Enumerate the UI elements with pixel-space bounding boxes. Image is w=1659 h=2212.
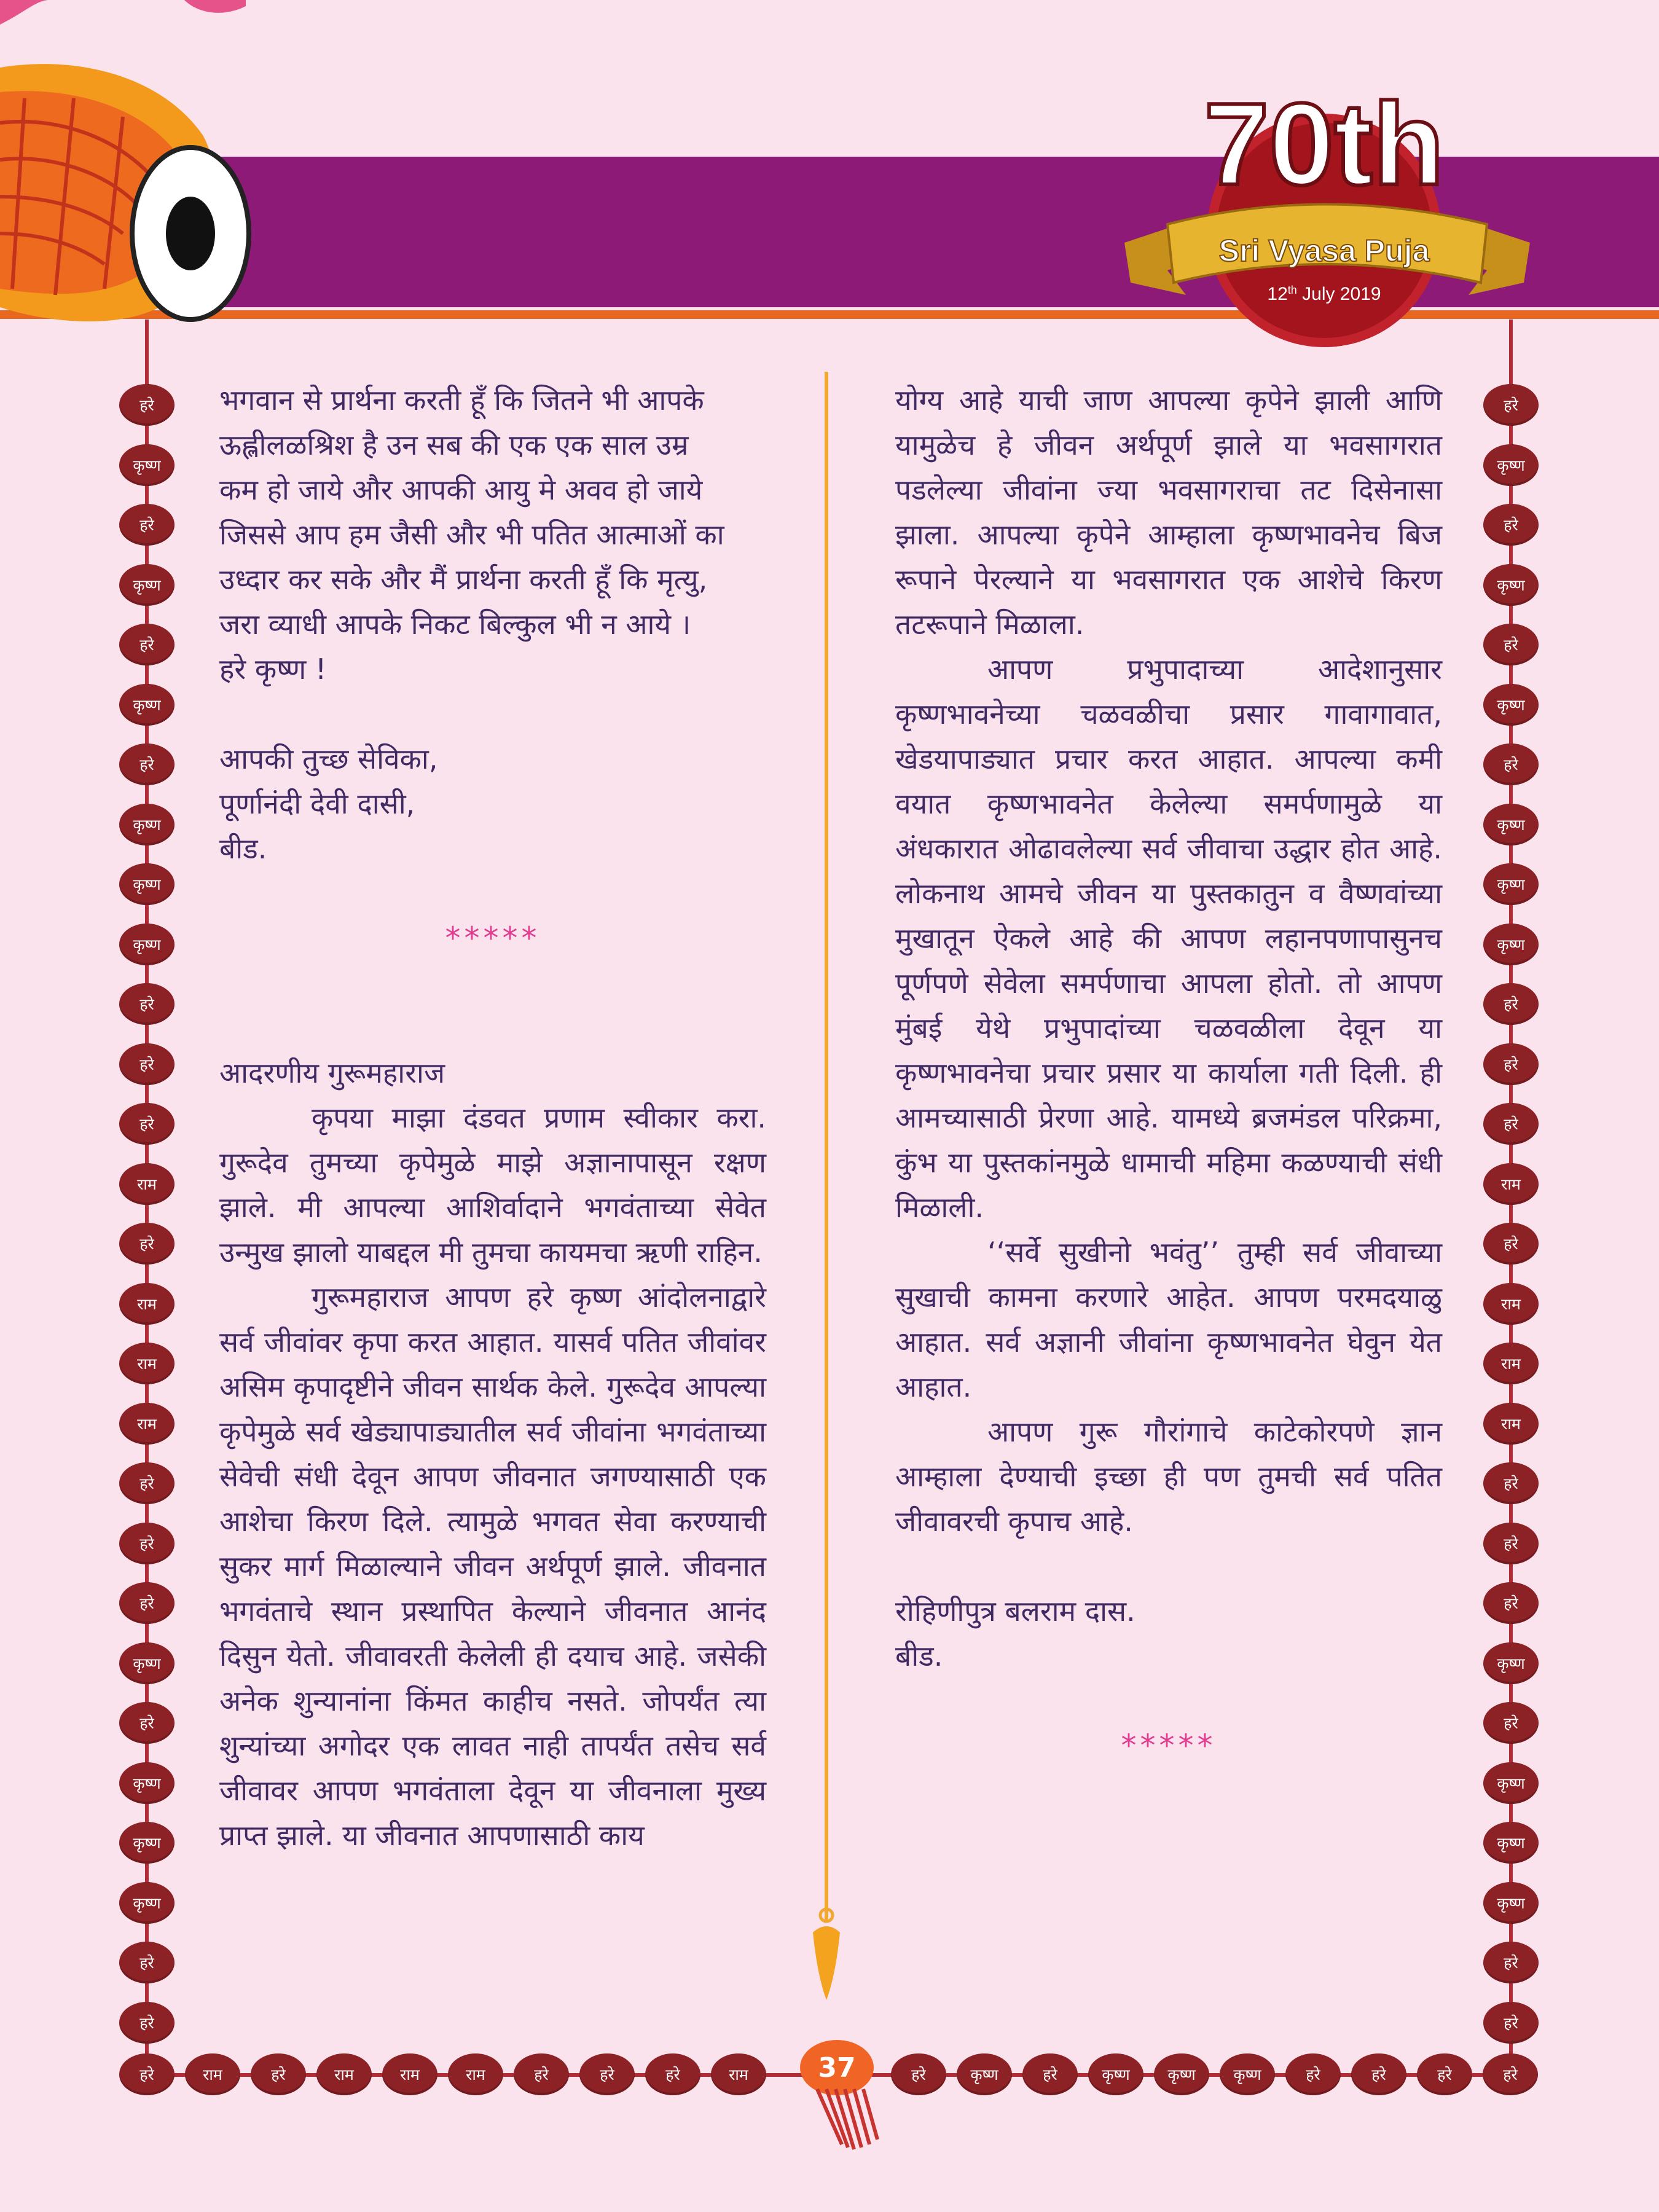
bead-right: हरे bbox=[1483, 1942, 1539, 1983]
bead-bottom-right: हरे bbox=[1351, 2053, 1406, 2095]
bead-left: हरे bbox=[119, 1462, 175, 1504]
paragraph: आपण प्रभुपादाच्या आदेशानुसार कृष्णभावनेच्या चळवळीचा प्रसार गावागावात, खेडयापाड्यात प्रचार करत आहात. आपल्या कमी वयात कृष्णभावनेत केलेल्या समर्पणामुळे या अंधकारात ओढावलेल्या सर्व जीवाचा उद्धार होत आहे. लोकनाथ आमचे जीवन या पुस्तकातुन व वैष्णवांच्या मुखातून ऐकले आहे की आपण लहानपणापासुनच पूर्णपणे सेवेला समर्पणाचा आपला होतो. तो आपण मुंबई येथे प्रभुपादांच्या चळवळीला देवून या कृष्णभावनेचा प्रचार प्रसार या कार्याला गती दिली. ही आमच्यासाठी प्रेरणा आहे. यामध्ये ब्रजमंडल परिक्रमा, कुंभ या पुस्तकांनमुळे धामाची महिमा कळण्याची संधी मिळाली. bbox=[895, 653, 1443, 1224]
bead-right: कृष्ण bbox=[1483, 804, 1539, 845]
bead-right: कृष्ण bbox=[1483, 1882, 1539, 1924]
bead-left: हरे bbox=[119, 743, 175, 785]
bead-bottom-left: हरे bbox=[251, 2053, 306, 2095]
bead-bottom-right: कृष्ण bbox=[1154, 2053, 1209, 2095]
bead-bottom-right: हरे bbox=[891, 2053, 946, 2095]
bead-left: कृष्ण bbox=[119, 444, 175, 486]
separator-stars: ***** bbox=[445, 920, 541, 956]
bead-right: कृष्ण bbox=[1483, 1642, 1539, 1684]
right-column bbox=[895, 378, 1442, 1768]
bead-bottom-right: कृष्ण bbox=[1220, 2053, 1275, 2095]
bead-right: हरे bbox=[1483, 1043, 1539, 1085]
bead-bottom-left: हरे bbox=[579, 2053, 635, 2095]
page-number: 37 bbox=[800, 2040, 874, 2095]
bead-right: हरे bbox=[1483, 504, 1539, 546]
prayer-line: जिससे आप हम जैसी और भी पतित आत्माओं का bbox=[219, 518, 724, 551]
bead-left: राम bbox=[119, 1283, 175, 1325]
signature-line: बीड. bbox=[895, 1639, 943, 1673]
salutation: आदरणीय गुरूमहाराज bbox=[219, 1056, 445, 1089]
bead-right: हरे bbox=[1483, 1523, 1539, 1564]
bead-bottom-left: राम bbox=[448, 2053, 503, 2095]
bead-right: हरे bbox=[1483, 384, 1539, 426]
bead-left: हरे bbox=[119, 384, 175, 426]
bead-right: हरे bbox=[1483, 1582, 1539, 1624]
bead-left: हरे bbox=[119, 1582, 175, 1624]
bead-right: कृष्ण bbox=[1483, 863, 1539, 905]
bead-right: राम bbox=[1483, 1403, 1539, 1445]
bead-bottom-left: राम bbox=[185, 2053, 240, 2095]
bead-right: कृष्ण bbox=[1483, 924, 1539, 965]
bead-right: हरे bbox=[1483, 983, 1539, 1025]
bead-left: हरे bbox=[119, 1523, 175, 1564]
prayer-line: उध्दार कर सके और मैं प्रार्थना करती हूँ कि मृत्यु, bbox=[219, 563, 708, 596]
bead-left: कृष्ण bbox=[119, 804, 175, 845]
bead-left: हरे bbox=[119, 504, 175, 546]
separator-stars: ***** bbox=[1121, 1728, 1217, 1763]
signature-line: आपकी तुच्छ सेविका, bbox=[219, 742, 438, 775]
bead-left: कृष्ण bbox=[119, 1822, 175, 1864]
badge-number: 70th bbox=[1204, 86, 1445, 210]
prayer-line: कम हो जाये और आपकी आयु मे अवव हो जाये bbox=[219, 473, 703, 506]
signature-line: रोहिणीपुत्र बलराम दास. bbox=[895, 1594, 1135, 1628]
bead-right: हरे bbox=[1483, 1702, 1539, 1744]
left-column bbox=[219, 378, 766, 1858]
bead-bottom-right: कृष्ण bbox=[957, 2053, 1012, 2095]
paragraph: ‘‘सर्वे सुखीनो भवंतु’’ तुम्ही सर्व जीवाच्या सुखाची कामना करणारे आहेत. आपण परमदयाळु आहात. सर्व अज्ञानी जीवांना कृष्णभावनेत घेवुन येत आहात. bbox=[895, 1236, 1442, 1403]
bead-left: हरे bbox=[119, 1043, 175, 1085]
bead-right: राम bbox=[1483, 1163, 1539, 1205]
bead-left: राम bbox=[119, 1163, 175, 1205]
prayer-line: भगवान से प्रार्थना करती हूँ कि जितने भी आपके bbox=[219, 383, 704, 417]
bead-right: राम bbox=[1483, 1343, 1539, 1384]
bead-bottom-left: राम bbox=[382, 2053, 437, 2095]
bead-right: कृष्ण bbox=[1483, 1762, 1539, 1804]
bead-left: हरे bbox=[119, 2002, 175, 2044]
bead-left: कृष्ण bbox=[119, 684, 175, 726]
bead-right: कृष्ण bbox=[1483, 564, 1539, 606]
bead-left: कृष्ण bbox=[119, 564, 175, 606]
paragraph: कृपया माझा दंडवत प्रणाम स्वीकार करा. गुरूदेव तुमच्या कृपेमुळे माझे अज्ञानापासून रक्षण झाले. मी आपल्या आशिर्वादाने भगवंताच्या सेवेत उन्मुख झालो याबद्दल मी तुमचा कायमचा ऋणी राहिन. bbox=[219, 1101, 766, 1269]
bead-bottom-right: हरे bbox=[1417, 2053, 1472, 2095]
bead-bottom-right: हरे bbox=[1285, 2053, 1341, 2095]
column-divider bbox=[825, 372, 828, 1920]
bead-left: कृष्ण bbox=[119, 1882, 175, 1924]
bead-bottom-right: हरे bbox=[1022, 2053, 1078, 2095]
bead-right: हरे bbox=[1483, 2002, 1539, 2044]
bead-left: हरे bbox=[119, 1942, 175, 1983]
bead-bottom-left: हरे bbox=[645, 2053, 700, 2095]
badge-date: 12th July 2019 bbox=[1267, 284, 1381, 304]
bead-right: हरे bbox=[1483, 743, 1539, 785]
tassel-ornament bbox=[805, 2083, 897, 2157]
bead-left: हरे bbox=[119, 1223, 175, 1265]
bead-right: हरे bbox=[1483, 1462, 1539, 1504]
bead-left: हरे bbox=[119, 624, 175, 665]
bead-right: कृष्ण bbox=[1483, 1822, 1539, 1864]
bead-right: राम bbox=[1483, 1283, 1539, 1325]
prayer-line: ऊह्लीलळश्रिश है उन सब की एक एक साल उम्र bbox=[219, 428, 689, 461]
bead-left: राम bbox=[119, 1343, 175, 1384]
bead-right: कृष्ण bbox=[1483, 444, 1539, 486]
bead-right: हरे bbox=[1483, 624, 1539, 665]
badge-title: Sri Vyasa Puja bbox=[1218, 233, 1430, 268]
divider-drop-ornament bbox=[811, 1908, 842, 2006]
bead-bottom-right: हरे bbox=[1483, 2053, 1538, 2095]
paragraph: आपण गुरू गौरांगाचे काटेकोरपणे ज्ञान आम्हाला देण्याची इच्छा ही पण तुमची सर्व पतित जीवावरची कृपाच आहे. bbox=[895, 1415, 1442, 1538]
prayer-line: हरे कृष्ण ! bbox=[219, 653, 327, 686]
bead-bottom-left: राम bbox=[316, 2053, 372, 2095]
bead-left: राम bbox=[119, 1403, 175, 1445]
bead-right: हरे bbox=[1483, 1223, 1539, 1265]
paragraph: योग्य आहे याची जाण आपल्या कृपेने झाली आणि यामुळेच हे जीवन अर्थपूर्ण झाले या भवसागरात पडलेल्या जीवांना ज्या भवसागराचा तट दिसेनासा झाला. आपल्या कृपेने आम्हाला कृष्णभावनेच बिज रूपाने पेरल्याने या भवसागरात एक आशेचे किरण तटरूपाने मिळाला. bbox=[895, 383, 1442, 641]
bead-bottom-right: कृष्ण bbox=[1088, 2053, 1143, 2095]
anniversary-badge bbox=[1112, 86, 1542, 356]
bead-left: कृष्ण bbox=[119, 1762, 175, 1804]
bead-left: कृष्ण bbox=[119, 1642, 175, 1684]
prayer-line: जरा व्याधी आपके निकट बिल्कुल भी न आये । bbox=[219, 608, 691, 641]
bead-left: हरे bbox=[119, 1103, 175, 1145]
paragraph: गुरूमहाराज आपण हरे कृष्ण आंदोलनाद्वारे सर्व जीवांवर कृपा करत आहात. यासर्व पतित जीवांवर असिम कृपादृष्टीने जीवन सार्थक केले. गुरूदेव आपल्या कृपेमुळे सर्व खेड्यापाड्यातील सर्व जीवांना भगवंताच्या सेवेची संधी देवून आपण जीवनात जगण्यासाठी एक आशेचा किरण दिले. त्यामुळे भगवत सेवा करण्याची सुकर मार्ग मिळाल्याने जीवन अर्थपूर्ण झाले. जीवनात भगवंताचे स्थान प्रस्थापित केल्याने जीवनात आनंद दिसुन येतो. जीवावरती केलेली ही दयाच आहे. जसेकी अनेक शुन्यानांना किंमत काहीच नसते. जोपर्यंत त्या शुन्यांच्या अगोदर एक लावत नाही तापर्यंत तसेच सर्व जीवावर आपण भगवंताला देवून या जीवनाला मुख्य प्राप्त झाले. या जीवनात आपणासाठी काय bbox=[219, 1281, 766, 1852]
bead-left: हरे bbox=[119, 983, 175, 1025]
bead-bottom-left: हरे bbox=[514, 2053, 569, 2095]
signature-line: पूर्णानंदी देवी दासी, bbox=[219, 787, 415, 820]
bead-left: कृष्ण bbox=[119, 924, 175, 965]
bead-left: हरे bbox=[119, 1702, 175, 1744]
signature-line: बीड. bbox=[219, 832, 267, 865]
bead-right: हरे bbox=[1483, 1103, 1539, 1145]
bead-bottom-left: राम bbox=[711, 2053, 766, 2095]
bead-right: कृष्ण bbox=[1483, 684, 1539, 726]
bead-bottom-left: हरे bbox=[119, 2053, 175, 2095]
mridanga-drum-icon bbox=[0, 0, 258, 332]
bead-left: कृष्ण bbox=[119, 863, 175, 905]
